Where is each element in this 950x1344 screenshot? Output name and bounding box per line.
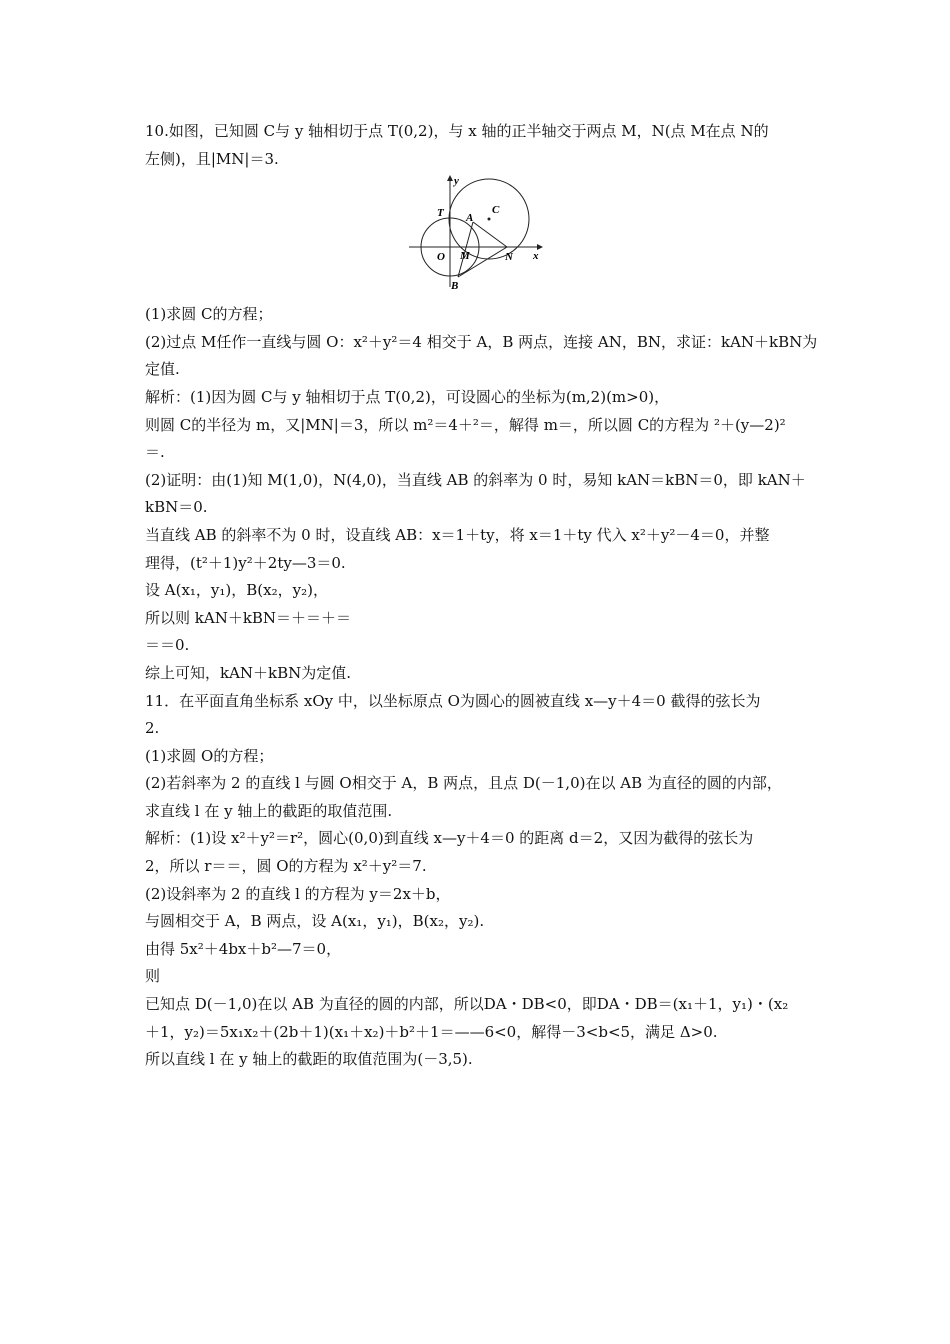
problem-10-line-1: 10.如图，已知圆 C与 y 轴相切于点 T(0,2)，与 x 轴的正半轴交于两点 M，N(点 M在点 N的 <box>145 122 769 140</box>
solution-10-line-10: ＝＝0. <box>145 636 190 655</box>
solution-11-line-3: (2)设斜率为 2 的直线 l 的方程为 y＝2x＋b， <box>145 884 451 903</box>
geometry-figure <box>145 175 825 297</box>
problem-11-line-1: 11．在平面直角坐标系 xOy 中，以坐标原点 O为圆心的圆被直线 x—y＋4＝0 截得的弦长为 <box>145 691 761 710</box>
label-T: T <box>437 207 444 220</box>
label-x: x <box>533 250 539 263</box>
solution-11-line-1: 解析：(1)设 x²＋y²＝r²，圆心(0,0)到直线 x—y＋4＝0 的距离 d＝2，又因为截得的弦长为 <box>145 829 754 848</box>
solution-10-line-5: kBN＝0. <box>145 498 208 517</box>
label-y: y <box>454 175 459 188</box>
problem-11-part-2-line-2: 求直线 l 在 y 轴上的截距的取值范围. <box>145 801 393 820</box>
solution-11-line-4: 与圆相交于 A，B 两点，设 A(x₁，y₁)，B(x₂，y₂). <box>145 912 485 931</box>
solution-11-line-9: 所以直线 l 在 y 轴上的截距的取值范围为(－3,5). <box>145 1050 473 1069</box>
problem-10-part-2-line-2: 定值. <box>145 360 180 379</box>
solution-10-line-9: 所以则 kAN＋kBN＝＋＝＋＝ <box>145 608 352 627</box>
solution-11-line-8: ＋1，y₂)＝5x₁x₂＋(2b＋1)(x₁＋x₂)＋b²＋1＝——6<0，解得－3<b<5，满足 Δ>0. <box>145 1022 718 1041</box>
solution-11-line-6: 则 <box>145 967 161 986</box>
solution-10-line-8: 设 A(x₁，y₁)，B(x₂，y₂)， <box>145 581 328 600</box>
label-A: A <box>466 212 474 225</box>
circle-diagram <box>404 175 544 293</box>
solution-10-line-7: 理得，(t²＋1)y²＋2ty—3＝0. <box>145 553 346 572</box>
solution-10-line-6: 当直线 AB 的斜率不为 0 时，设直线 AB：x＝1＋ty，将 x＝1＋ty 代入 x²＋y²－4＝0，并整 <box>145 525 770 544</box>
label-C: C <box>492 204 500 217</box>
problem-10-part-2-line-1: (2)过点 M任作一直线与圆 O：x²＋y²＝4 相交于 A，B 两点，连接 AN，BN，求证：kAN＋kBN为 <box>145 332 818 351</box>
solution-11-line-2: 2，所以 r＝＝，圆 O的方程为 x²＋y²＝7. <box>145 857 427 876</box>
problem-10-part-1: (1)求圆 C的方程； <box>145 305 273 324</box>
solution-10-line-11: 综上可知，kAN＋kBN为定值. <box>145 663 352 682</box>
problem-11-line-2: 2. <box>145 719 160 738</box>
document-page <box>145 118 825 1074</box>
solution-10-line-4: (2)证明：由(1)知 M(1,0)，N(4,0)，当直线 AB 的斜率为 0 时，易知 kAN＝kBN＝0，即 kAN＋ <box>145 470 806 489</box>
label-N: N <box>505 251 513 264</box>
problem-10-line-2: 左侧)，且|MN|＝3. <box>145 149 279 168</box>
problem-11-part-1: (1)求圆 O的方程； <box>145 746 274 765</box>
label-B: B <box>451 280 459 293</box>
label-O: O <box>437 251 445 264</box>
problem-11-part-2-line-1: (2)若斜率为 2 的直线 l 与圆 O相交于 A，B 两点，且点 D(－1,0)在以 AB 为直径的圆的内部， <box>145 774 782 793</box>
solution-11-line-7: 已知点 D(－1,0)在以 AB 为直径的圆的内部，所以DA・DB<0，即DA・DB＝(x₁＋1，y₁)・(x₂ <box>145 995 789 1014</box>
solution-10-line-3: ＝. <box>145 443 165 462</box>
solution-10-line-1: 解析：(1)因为圆 C与 y 轴相切于点 T(0,2)，可设圆心的坐标为(m,2)(m>0)， <box>145 387 670 406</box>
label-M: M <box>460 250 470 263</box>
solution-11-line-5: 由得 5x²＋4bx＋b²—7＝0， <box>145 939 342 958</box>
solution-10-line-2: 则圆 C的半径为 m，又|MN|＝3，所以 m²＝4＋²＝，解得 m＝，所以圆 C的方程为 ²＋(y—2)² <box>145 415 786 434</box>
